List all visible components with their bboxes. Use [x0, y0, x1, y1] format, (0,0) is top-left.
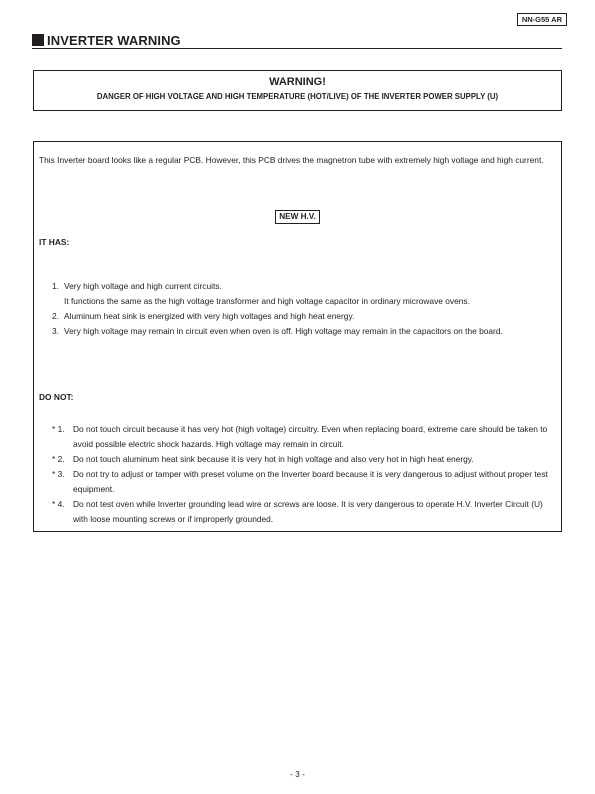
it-has-heading: IT HAS: [39, 237, 70, 247]
section-marker-icon [32, 34, 44, 46]
list-item: * 4. Do not test oven while Inverter grounding lead wire or screws are loose. It is very dangerous to operate H.V. Inverter Circuit (U) with loose mounting screws or if improperly grounded. [52, 499, 543, 524]
section-title: INVERTER WARNING [47, 32, 181, 48]
warning-box [33, 70, 562, 111]
do-not-heading: DO NOT: [39, 392, 74, 402]
it-has-list [52, 279, 552, 339]
list-item: * 3. Do not try to adjust or tamper with preset volume on the Inverter board because it is very dangerous to adjust without proper test equipment. [52, 469, 548, 494]
do-not-list [52, 422, 552, 527]
warning-subheading: DANGER OF HIGH VOLTAGE AND HIGH TEMPERATURE (HOT/LIVE) OF THE INVERTER POWER SUPPLY (U) [96, 92, 499, 101]
list-item: 2. Aluminum heat sink is energized with very high voltages and high heat energy. [52, 311, 355, 321]
list-item: * 2. Do not touch aluminum heat sink because it is very hot in high voltage and also very hot in high heat energy. [52, 454, 474, 464]
list-item: 1. Very high voltage and high current circuits. It functions the same as the high voltage transformer and high voltage capacitor in ordinary microwave ovens. [52, 281, 470, 306]
model-code: NN-G55 AR [517, 13, 567, 26]
section-header [32, 32, 562, 49]
new-hv-tag: NEW H.V. [275, 210, 320, 224]
content-box [33, 141, 562, 532]
warning-heading: WARNING! [269, 76, 326, 88]
page-number: - 3 - [290, 769, 305, 779]
intro-paragraph: This Inverter board looks like a regular PCB. However, this PCB drives the magnetron tube with extremely high voltage and high current. [39, 155, 544, 165]
list-item: * 1. Do not touch circuit because it has very hot (high voltage) circuitry. Even when replacing board, extreme care should be taken to avoid possible electric shock hazards. High voltage may remain in circuit. [52, 424, 548, 449]
list-item: 3. Very high voltage may remain in circuit even when oven is off. High voltage may remain in the capacitors on the board. [52, 326, 503, 336]
